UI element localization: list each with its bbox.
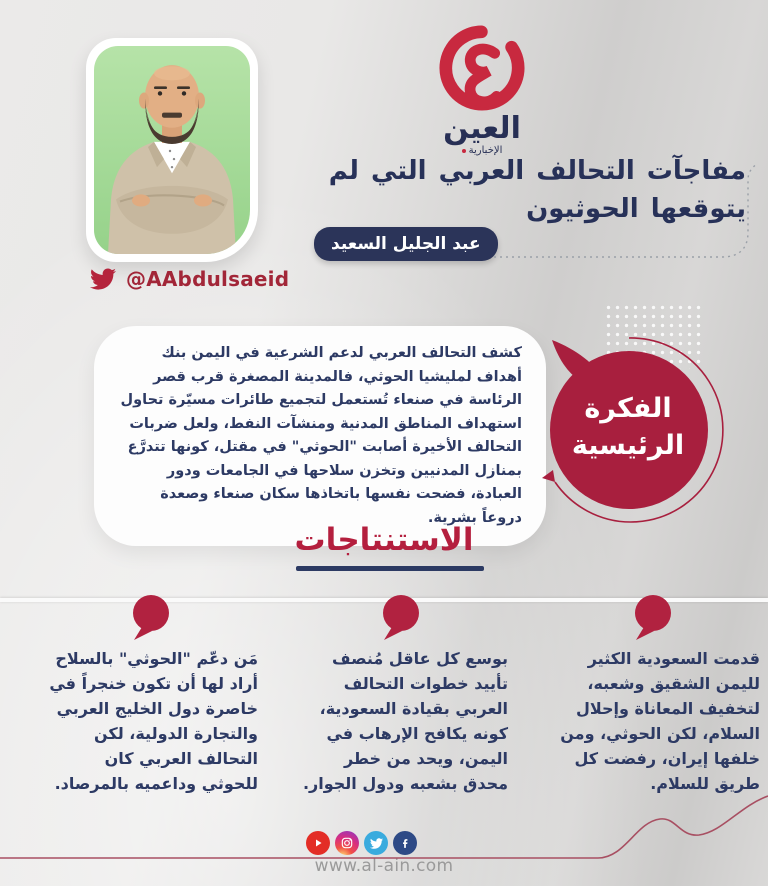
speech-bubble-icon	[380, 594, 422, 640]
article-title-line2: يتوقعها الحوثيون	[526, 194, 746, 224]
conclusion-text: مَن دعّم "الحوثي" بالسلاح أراد لها أن تكون خنجراً في خاصرة دول الخليج العربي والتجارة الدولية، لكن التحالف العربي كان للحوثي وداعميه بالمرصاد.	[49, 649, 258, 793]
main-idea-label: الفكرة الرئيسية	[571, 393, 685, 461]
speech-bubble-icon	[130, 594, 172, 640]
twitter-handle-text: @AAbdulsaeid	[126, 267, 290, 291]
site-url: www.al-ain.com	[314, 856, 454, 876]
twitter-icon[interactable]	[364, 831, 388, 855]
arc-arrowhead-icon	[542, 470, 555, 482]
speech-bubble-icon	[632, 594, 674, 640]
youtube-icon[interactable]	[306, 831, 330, 855]
facebook-icon[interactable]	[393, 831, 417, 855]
conclusion-text: بوسع كل عاقل مُنصف تأييد خطوات التحالف العربي بقيادة السعودية، كونه يكافح الإرهاب في اليمن، ويحد من خطر محدق بشعبه ودول الجوار.	[302, 649, 508, 793]
alain-logo-name: العين	[443, 111, 521, 146]
conclusions-underline	[296, 566, 484, 571]
conclusion-text: قدمت السعودية الكثير لليمن الشقيق وشعبه، لتخفيف المعاناة وإحلال السلام، لكن الحوثي، ومن خلفها إيران، رفضت كل طريق للسلام.	[560, 649, 760, 793]
conclusion-item-left	[44, 594, 258, 796]
main-idea-bubble	[94, 326, 546, 546]
conclusion-item-right	[546, 594, 760, 796]
main-idea-text: كشف التحالف العربي لدعم الشرعية في اليمن بنك أهداف لمليشيا الحوثي، فالمدينة المصغرة قرب قصر الرئاسة في صنعاء تُستعمل لتجميع طائرات مسيّرة تحاول استهداف المناطق المدنية ومنشآت النفط، ولعل ضربات التحالف الأخيرة أصابت "الحوثي" في مقتل، كونها تتدرَّع بمنازل المدنيين وتخزن سلاحها في الجامعات ودور العبادة، فضحت نفسها باتخاذها سكان صنعاء وصعدة دروعاً بشرية.	[120, 345, 522, 526]
conclusions-heading: الاستنتاجات	[294, 522, 474, 558]
twitter-bird-icon	[88, 266, 118, 292]
author-twitter-handle[interactable]	[88, 266, 289, 292]
conclusion-item-middle	[294, 594, 508, 796]
article-title	[206, 152, 746, 228]
author-name-badge: عبد الجليل السعيد	[314, 227, 498, 261]
alain-logo	[398, 24, 566, 156]
article-title-line1: مفاجآت التحالف العربي التي لم	[328, 156, 746, 186]
instagram-icon[interactable]	[335, 831, 359, 855]
social-icons-row	[306, 831, 417, 855]
alain-logo-mark-icon	[438, 24, 526, 112]
alain-logo-subtitle: الإخبارية	[398, 145, 566, 156]
author-photo-card	[86, 38, 258, 262]
